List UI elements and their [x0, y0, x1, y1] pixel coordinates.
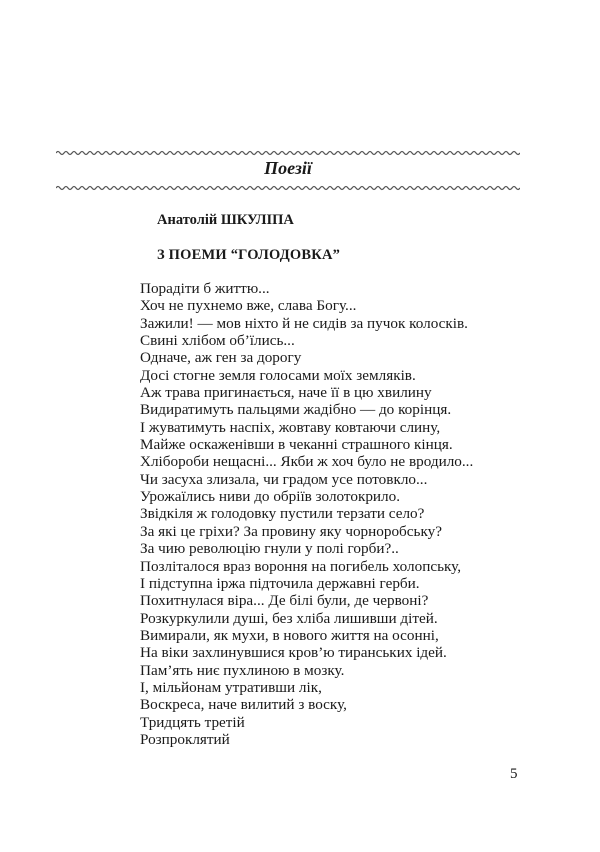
poem-line: Звідкіля ж голодовку пустили терзати село? — [140, 505, 425, 523]
poem-line: Урожаїлись ниви до обріїв золотокрило. — [140, 488, 401, 506]
poem-line: За які це гріхи? За провину яку чорноробську? — [140, 522, 442, 540]
poem-line: Пам’ять ниє пухлиною в мозку. — [140, 661, 345, 679]
section-title: Поезії — [264, 158, 312, 178]
poem-line: Хоч не пухнемо вже, слава Богу... — [140, 297, 357, 315]
poem-line: Аж трава пригинається, наче її в цю хвилину — [140, 384, 432, 402]
page-number: 5 — [510, 766, 518, 782]
poem-line: Похитнулася віра... Де білі були, де червоні? — [140, 592, 429, 610]
poem-line: І підступна іржа підточила державні герби. — [140, 574, 420, 592]
poem-line: Досі стогне земля голосами моїх земляків. — [140, 366, 416, 384]
poem-line: Хлібороби нещасні... Якби ж хоч було не вродило... — [140, 453, 474, 471]
poem-line: Воскреса, наче вилитий з воску, — [140, 696, 347, 714]
poem-line: Вимирали, як мухи, в нового життя на осонні, — [140, 626, 439, 644]
poem-line: І, мільйонам утративши лік, — [140, 678, 322, 696]
poem-line: Позліталося враз вороння на погибель холопську, — [140, 557, 462, 575]
poem-line: Чи засуха злизала, чи градом усе потовкло... — [140, 470, 428, 488]
author-name: Анатолій ШКУЛІПА — [157, 212, 294, 228]
poem-line: Розкуркулили душі, без хліба лишивши дітей. — [140, 609, 438, 627]
poem-line: За чию революцію гнули у полі горби?.. — [140, 540, 399, 558]
wavy-rule-bottom — [56, 184, 520, 192]
wavy-rule-top — [56, 149, 520, 157]
poem-line: Одначе, аж ген за дорогу — [140, 349, 302, 367]
poem-title: З ПОЕМИ “ГОЛОДОВКА” — [157, 247, 341, 263]
poem-line: Розпроклятий — [140, 730, 230, 748]
poem-line: Тридцять третій — [140, 713, 245, 731]
poem-line: І жуватимуть наспіх, жовтаву ковтаючи слину, — [140, 418, 441, 436]
poem-line: Майже оскаженівши в чеканні страшного кінця. — [140, 436, 453, 454]
poem-line: Видиратимуть пальцями жадібно — до корінця. — [140, 401, 452, 419]
poem-line: На віки захлинувшися кров’ю тиранських ідей. — [140, 644, 447, 662]
poem-line: Порадіти б життю... — [140, 280, 270, 297]
poem-text — [140, 280, 473, 748]
poem-line: Свині хлібом об’їлись... — [140, 332, 295, 350]
poem-line: Зажили! — мов ніхто й не сидів за пучок колосків. — [140, 314, 468, 332]
